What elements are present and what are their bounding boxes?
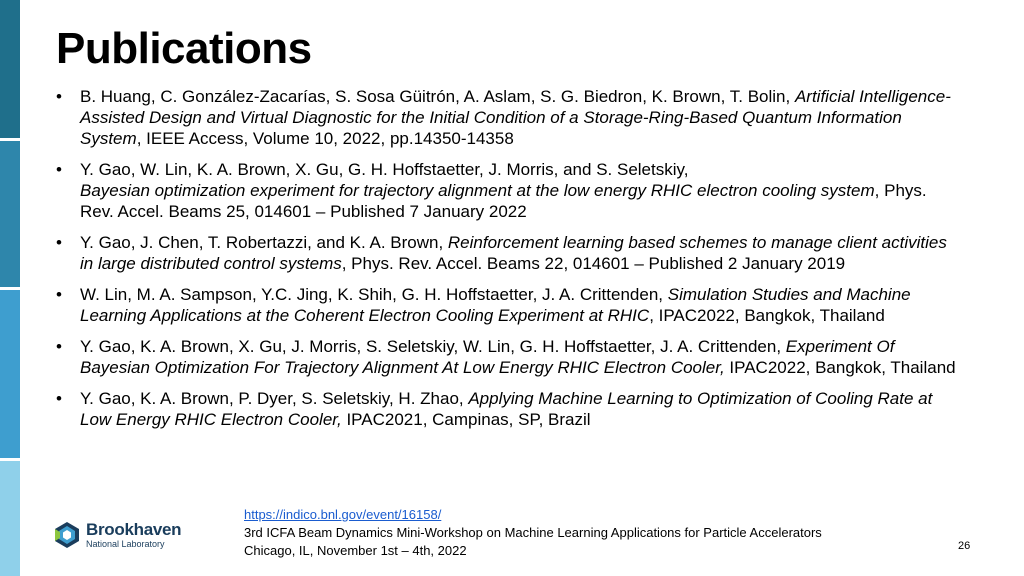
side-stripe-3 xyxy=(0,290,20,458)
publication-list xyxy=(56,86,961,440)
brookhaven-logo xyxy=(54,521,181,549)
list-item xyxy=(56,86,961,149)
publication-venue: , Phys. Rev. Accel. Beams 22, 014601 – Published 2 January 2019 xyxy=(341,254,846,273)
side-stripe-2 xyxy=(0,141,20,287)
page-number: 26 xyxy=(958,540,971,552)
workshop-location: Chicago, IL, November 1st – 4th, 2022 xyxy=(244,543,467,558)
list-item xyxy=(56,284,961,326)
side-stripe-4 xyxy=(0,461,20,576)
logo-subtitle: National Laboratory xyxy=(86,539,165,549)
publication-authors: Y. Gao, W. Lin, K. A. Brown, X. Gu, G. H. Hoffstaetter, J. Morris, and S. Seletskiy, xyxy=(80,160,689,179)
publication-title: Applying Machine Learning to Optimization of Cooling Rate at Low Energy RHIC Electron Cooler, xyxy=(80,389,933,429)
publication-authors: B. Huang, C. González-Zacarías, S. Sosa Güitrón, A. Aslam, S. G. Biedron, K. Brown, T. Bolin, xyxy=(80,87,795,106)
bullet: • xyxy=(56,87,62,106)
side-stripe-1 xyxy=(0,0,20,138)
bullet: • xyxy=(56,285,62,304)
publication-title: Bayesian optimization experiment for trajectory alignment at the low energy RHIC electron cooling system xyxy=(80,181,875,200)
publication-title: Reinforcement learning based schemes to manage client activities in large distributed control systems xyxy=(80,233,947,273)
publication-authors: Y. Gao, K. A. Brown, X. Gu, J. Morris, S. Seletskiy, W. Lin, G. H. Hoffstaetter, J. A. Crittenden, xyxy=(80,337,786,356)
list-item xyxy=(56,232,961,274)
bullet: • xyxy=(56,160,62,179)
publication-title: Simulation Studies and Machine Learning Applications at the Coherent Electron Cooling Experiment at RHIC xyxy=(80,285,911,325)
publication-venue: , IPAC2022, Bangkok, Thailand xyxy=(649,306,885,325)
brookhaven-hexagon-icon xyxy=(54,521,80,549)
bullet: • xyxy=(56,337,62,356)
bullet: • xyxy=(56,389,62,408)
publication-venue: , Phys. Rev. Accel. Beams 25, 014601 – Published 7 January 2022 xyxy=(80,181,927,221)
event-link[interactable]: https://indico.bnl.gov/event/16158/ xyxy=(244,507,442,522)
publication-title: Artificial Intelligence-Assisted Design and Virtual Diagnostic for the Initial Condition of a Storage-Ring-Based Quantum Information System xyxy=(80,87,951,148)
publication-authors: Y. Gao, K. A. Brown, P. Dyer, S. Seletskiy, H. Zhao, xyxy=(80,389,469,408)
bullet: • xyxy=(56,233,62,252)
publication-authors: W. Lin, M. A. Sampson, Y.C. Jing, K. Shih, G. H. Hoffstaetter, J. A. Crittenden, xyxy=(80,285,668,304)
footer xyxy=(244,506,822,560)
list-item xyxy=(56,388,961,430)
workshop-name: 3rd ICFA Beam Dynamics Mini-Workshop on Machine Learning Applications for Particle Accelerators xyxy=(244,525,822,540)
logo-name: Brookhaven xyxy=(86,520,182,539)
publication-title: Experiment Of Bayesian Optimization For Trajectory Alignment At Low Energy RHIC Electron Cooler, xyxy=(80,337,895,377)
publication-authors: Y. Gao, J. Chen, T. Robertazzi, and K. A. Brown, xyxy=(80,233,448,252)
publication-venue: , IEEE Access, Volume 10, 2022, pp.14350-14358 xyxy=(136,129,514,148)
list-item xyxy=(56,336,961,378)
publication-venue: IPAC2021, Campinas, SP, Brazil xyxy=(341,410,591,429)
page-title: Publications xyxy=(56,24,312,73)
publication-venue: IPAC2022, Bangkok, Thailand xyxy=(724,358,956,377)
list-item xyxy=(56,159,961,222)
